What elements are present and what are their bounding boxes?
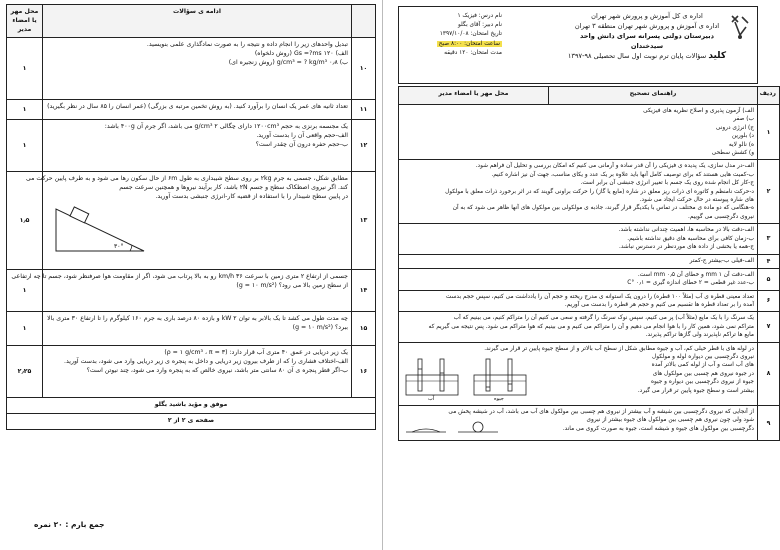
question-line: یک مجسمه برنزی به حجم ۱۲۰۰cm³ دارای چگالی ۲ g/cm³ می باشد، اگر جرم آن ۴۰۰g باشد: [104,122,348,130]
question-row [7,269,376,311]
question-row [7,119,376,171]
answer-line: جیوه از نیروی دگرچسبی بین دیواره و جیوه [650,379,754,386]
answer-number: ۲ [758,160,780,224]
answer-row [399,105,780,160]
answer-row [399,312,780,342]
incline-figure [46,201,348,255]
answer-row [399,224,780,254]
answer-line: ج-کار کل انجام شده روی یک جسم با تغییر انرژی جنبشی آن برابر است. [580,180,754,187]
question-row [7,37,376,99]
question-line: از سطح زمین بالا می رود؟ (g = ۱۰ m/s²) [236,281,348,289]
info-line [407,40,502,49]
answer-line: در جیوه نیروی هم چسبی بین مولکول های [652,370,754,377]
header-stamp: محل مهر یا امضاء مدیر [399,87,549,105]
answer-line: و) کشش سطحی [711,150,754,157]
answer-line: الف-دقت آن ۱ mm و خطای آن ۰٫۵ mm است. [637,271,754,278]
answer-number: ۳ [758,224,780,254]
page-number: صفحه ی ۲ از ۲ [7,413,376,429]
question-text [43,345,352,397]
answer-text [399,224,758,254]
question-score: ۱٫۵ [7,171,43,269]
answer-text [399,160,758,224]
question-text [43,99,352,119]
header-titles [567,11,727,61]
answer-line: الف-فیلی ب-بیشتر ج-کمتر [689,257,754,264]
info-line: تاریخ امتحان: ۱۳۹۷/۱۰/۰۸ [439,31,502,38]
question-line: ب) ۰٫۸ g/cm³ = ? kg/m³ (روش زنجیره ای) [228,59,348,67]
question-line: تعداد ثانیه های عمر یک انسان را برآورد کنید. (به روش تخمین مرتبه ی بزرگی) (عمر انسان را ۸۵ سال در نظر بگیرید) [47,102,348,110]
question-line: یک زیر دریایی در عمق ۴۰ متری آب قرار دارد: (ρ = ۱ g/cm³ ، π = ۳) [164,348,348,356]
total-score: جمع بارم : ۲۰ نمره [34,520,105,529]
question-score: ۱ [7,269,43,311]
answer-line: یک سرنگ را با یک مایع (مثلاً آب) پر می کنیم، سپس نوک سرنگ را گرفته و سعی می کنیم آن را متراکم کنیم، می بینیم که آب [453,315,754,322]
answer-line: ج-همه یا بخشی از داده های موردنظر در دسترس نباشد. [618,244,754,251]
question-number: ۱۵ [352,311,376,345]
header-num [352,5,376,38]
info-line: نام درس: فیزیک ۱ [457,13,502,19]
key-title: کلید [708,51,727,61]
question-text [25,171,352,269]
answer-row [399,290,780,312]
answer-line: الف-دقت بالا در محاسبه ها، اهمیت چندانی نداشته باشد. [618,227,754,234]
answer-line: ب-عدد غیر قطعی = ۲ خطای اندازه گیری = ۰٫۱ °C [627,280,754,287]
exam-time: ساعت امتحان: ۸:۰۰ صبح [438,40,500,47]
question-score: ۱ [7,99,43,119]
answer-line: بیشتر است و سطح جیوه پایین تر قرار می گیرد. [637,387,754,394]
answer-line: ب-زمان کافی برای محاسبه های دقیق نداشته باشیم. [627,235,754,242]
exam-info [407,12,502,58]
question-line: چه مدت طول می کشد تا یک بالابر به توان ۲ kW و بازده ۸۰ درصد باری به جرم ۱۶۰ کیلوگرم را تا ارتفاع ۳۰ متری بالا [47,314,348,322]
exam-header [398,6,758,84]
question-line: ب-اگر قطر پنجره ی آن ۸۰ سانتی متر باشد، نیروی خالص که به پنجره وارد می شود، چند نیوتن است؟ [86,367,348,375]
answer-row [399,342,780,405]
question-text [43,311,352,345]
water-capillary-figure [402,355,462,401]
answer-line: های آب است و آب از لوله کمی بالاتر آمده [651,362,754,369]
question-line: تبدیل واحدهای زیر را انجام داده و نتیجه را به صورت نمادگذاری علمی بنویسید. [146,40,348,48]
answer-line: تعداد معینی قطره ی آب (مثلاً ۱۰۰ قطره) را درون یک استوانه ی مدرج ریخته و حجم آن را یادداشت می کنیم، سپس حجم بدست [445,293,754,300]
info-line: نام دبیر: آقای بگلو [457,22,502,29]
question-line: کند. اگر نیروی اصطکاک سطح و جسم ۲N باشد، کار برآیند نیروها و همچنین سرعت جسم [119,183,348,191]
question-line: الف) ۱۲۰ Gs =?ms (روش دلخواه) [254,49,348,57]
answer-key-page [386,0,776,550]
header-stamp: محل مهر یا امضاء مدیر [7,5,43,38]
answer-line: های شاره پیوسته در حال حرکت ایجاد می شود. [639,197,754,204]
answer-text [399,405,758,440]
answer-number: ۹ [758,405,780,440]
question-line: ب-حجم حفره درون آن چقدر است؟ [255,141,348,149]
answer-text [399,290,758,312]
question-line: ببرد؟ (g = ۱۰ m/s²) [292,323,348,331]
header-guide: راهنمای تصحیح [549,87,758,105]
question-score: ۱ [7,311,43,345]
question-line: مطابق شکل، جسمی به جرم ۲kg بر روی سطح شیبداری به طول ۶m از حال سکون رها می شود و به طرف پایین حرکت می [25,174,348,182]
question-number: ۱۱ [352,99,376,119]
question-score: ۲٫۲۵ [7,345,43,397]
header-line: اداره ی کل آموزش و پرورش شهر تهران [591,12,703,20]
incline-angle-label: ۳۰° [114,243,124,251]
question-score: ۱ [7,119,43,171]
question-number: ۱۰ [352,37,376,99]
good-luck-row [7,397,376,413]
mercury-label: جیوه [494,395,504,402]
answer-line: ه-هنگامی که دو ماده ی مختلف در تماس با یکدیگر قرار گیرند، جاذبه ی مولکولی بین مولکول های آنها ظاهر می شود که به آن [452,205,754,212]
info-line: مدت امتحان: ۱۲۰ دقیقه [444,49,502,56]
answer-row [399,405,780,440]
answer-line: در لوله های با قطر خیلی کم، آب و جیوه مطابق شکل از سطح آب بالاتر و از سطح جیوه پایین تر قرار می گیرند. [484,345,754,352]
answer-line: ب) صفر [733,116,754,123]
questions-page [0,0,383,550]
answer-number: ۶ [758,290,780,312]
question-number: ۱۳ [352,171,376,269]
page-number-row [7,413,376,429]
answer-row [399,254,780,268]
key-subtitle: سؤالات پایان ترم نوبت اول سال تحصیلی ۹۸-۱۳۹۷ [567,52,707,60]
answer-line: نیروی دگرچسبی بین دیواره لوله و مولکول [652,353,754,360]
question-line: جسمی از ارتفاع ۲ متری زمین با سرعت ۳۶ km/h رو به بالا پرتاب می شود، اگر از مقاومت هوا صرفنظر شود، جسم تا چه ارتفاعی [11,272,348,280]
answer-line: مایع ها تراکم ناپذیرند ولی گازها تراکم پذیرند. [645,332,754,339]
question-row [7,99,376,119]
header-row: ردیف [758,87,780,105]
question-line: در پایین سطح شیبدار را با استفاده از قضیه کار-انرژی جنبشی بدست آورید. [155,193,348,201]
answer-line: د-حرکت نامنظم و کاتوره ای ذرات ریز معلق در شاره (مایع یا گاز) را حرکت براونی گویند که در اثر برخورد ذرات معلق با مولکول [445,188,754,195]
key-title-line [567,51,727,61]
answer-number: ۴ [758,254,780,268]
questions-table [6,4,376,430]
question-text [43,37,352,99]
answer-line: از آنجایی که نیروی دگرچسبی بین شیشه و آب بیشتر از نیروی هم چسبی بین مولکول های آب می باشد، آب در شیشه پخش می [448,408,754,415]
answer-text [399,268,758,290]
answer-table [398,86,780,441]
question-text [11,269,352,311]
answer-line: دگرچسبی بین مولکول های جیوه و شیشه است، جیوه به صورت کروی می ماند. [562,425,754,432]
school-logo-icon [729,13,751,41]
question-text [43,119,352,171]
answer-text [399,312,758,342]
capillary-figures [402,353,530,403]
answer-line: متراکم نمی شود، همین کار را با هوا انجام می دهیم و آن را متراکم می کنیم و می بینیم که هوا متراکم می شود. پس نتیجه می گیریم که [428,323,754,330]
answer-number: ۱ [758,105,780,160]
answer-line: د) بلورین [731,133,754,140]
answer-line: آمده را بر تعداد قطره ها تقسیم می کنیم و حجم هر قطره را بدست می آوریم. [564,301,754,308]
answer-text [399,342,758,405]
question-row [7,311,376,345]
good-luck-text: موفق و مؤید باشید بگلو [7,397,376,413]
answer-line: نیروی دگرچسبی می گوییم. [687,213,754,220]
header-line: دبیرستان دولتی پسرانه سرای دانش واحد سیدخندان [579,32,714,50]
droplet-figure [402,416,502,438]
answer-number: ۵ [758,268,780,290]
answer-row [399,160,780,224]
answer-number: ۷ [758,312,780,342]
question-row [7,345,376,397]
question-line: الف-اختلاف فشاری را که از طرف بیرون زیر دریایی و داخل به پنجره ی زیر دریایی وارد می شود، بدست آورید. [64,357,348,365]
answer-line: ب-کمیت هایی هستند که برای توصیف کامل آنها باید علاوه بر یک عدد و یکای مناسب، جهت آن نیز اشاره کنیم. [491,171,754,178]
mercury-capillary-figure [470,355,530,401]
table-header [7,5,376,38]
answer-text [399,254,758,268]
answer-line: الف) آزمون پذیری و اصلاح نظریه های فیزیکی [643,108,754,114]
answer-line: شود ولی چون نیروی هم چسبی بین مولکول های جیوه بیشتر از نیروی [586,417,754,424]
answer-row [399,268,780,290]
answer-text [399,105,758,160]
question-number: ۱۶ [352,345,376,397]
answer-line: الف-در مدل سازی، یک پدیده ی فیزیکی را آن قدر ساده و آرمانی می کنیم که امکان بررسی و تحلیل آن فراهم شود. [475,163,754,170]
question-score: ۱ [7,37,43,99]
table-header [399,87,780,105]
question-number: ۱۴ [352,269,376,311]
answer-line: ه) نالو لایه [728,141,754,148]
answer-number: ۸ [758,342,780,405]
question-row [7,171,376,269]
question-line: الف-حجم واقعی آن را بدست آورید. [256,131,348,139]
water-label: آب [428,395,435,402]
header-questions: ادامه ی سؤالات [43,5,352,38]
header-line: اداره ی آموزش و پرورش شهر تهران منطقه ۳ تهران [574,22,720,30]
question-number: ۱۲ [352,119,376,171]
answer-line: ج) انرژی درونی [715,124,754,131]
